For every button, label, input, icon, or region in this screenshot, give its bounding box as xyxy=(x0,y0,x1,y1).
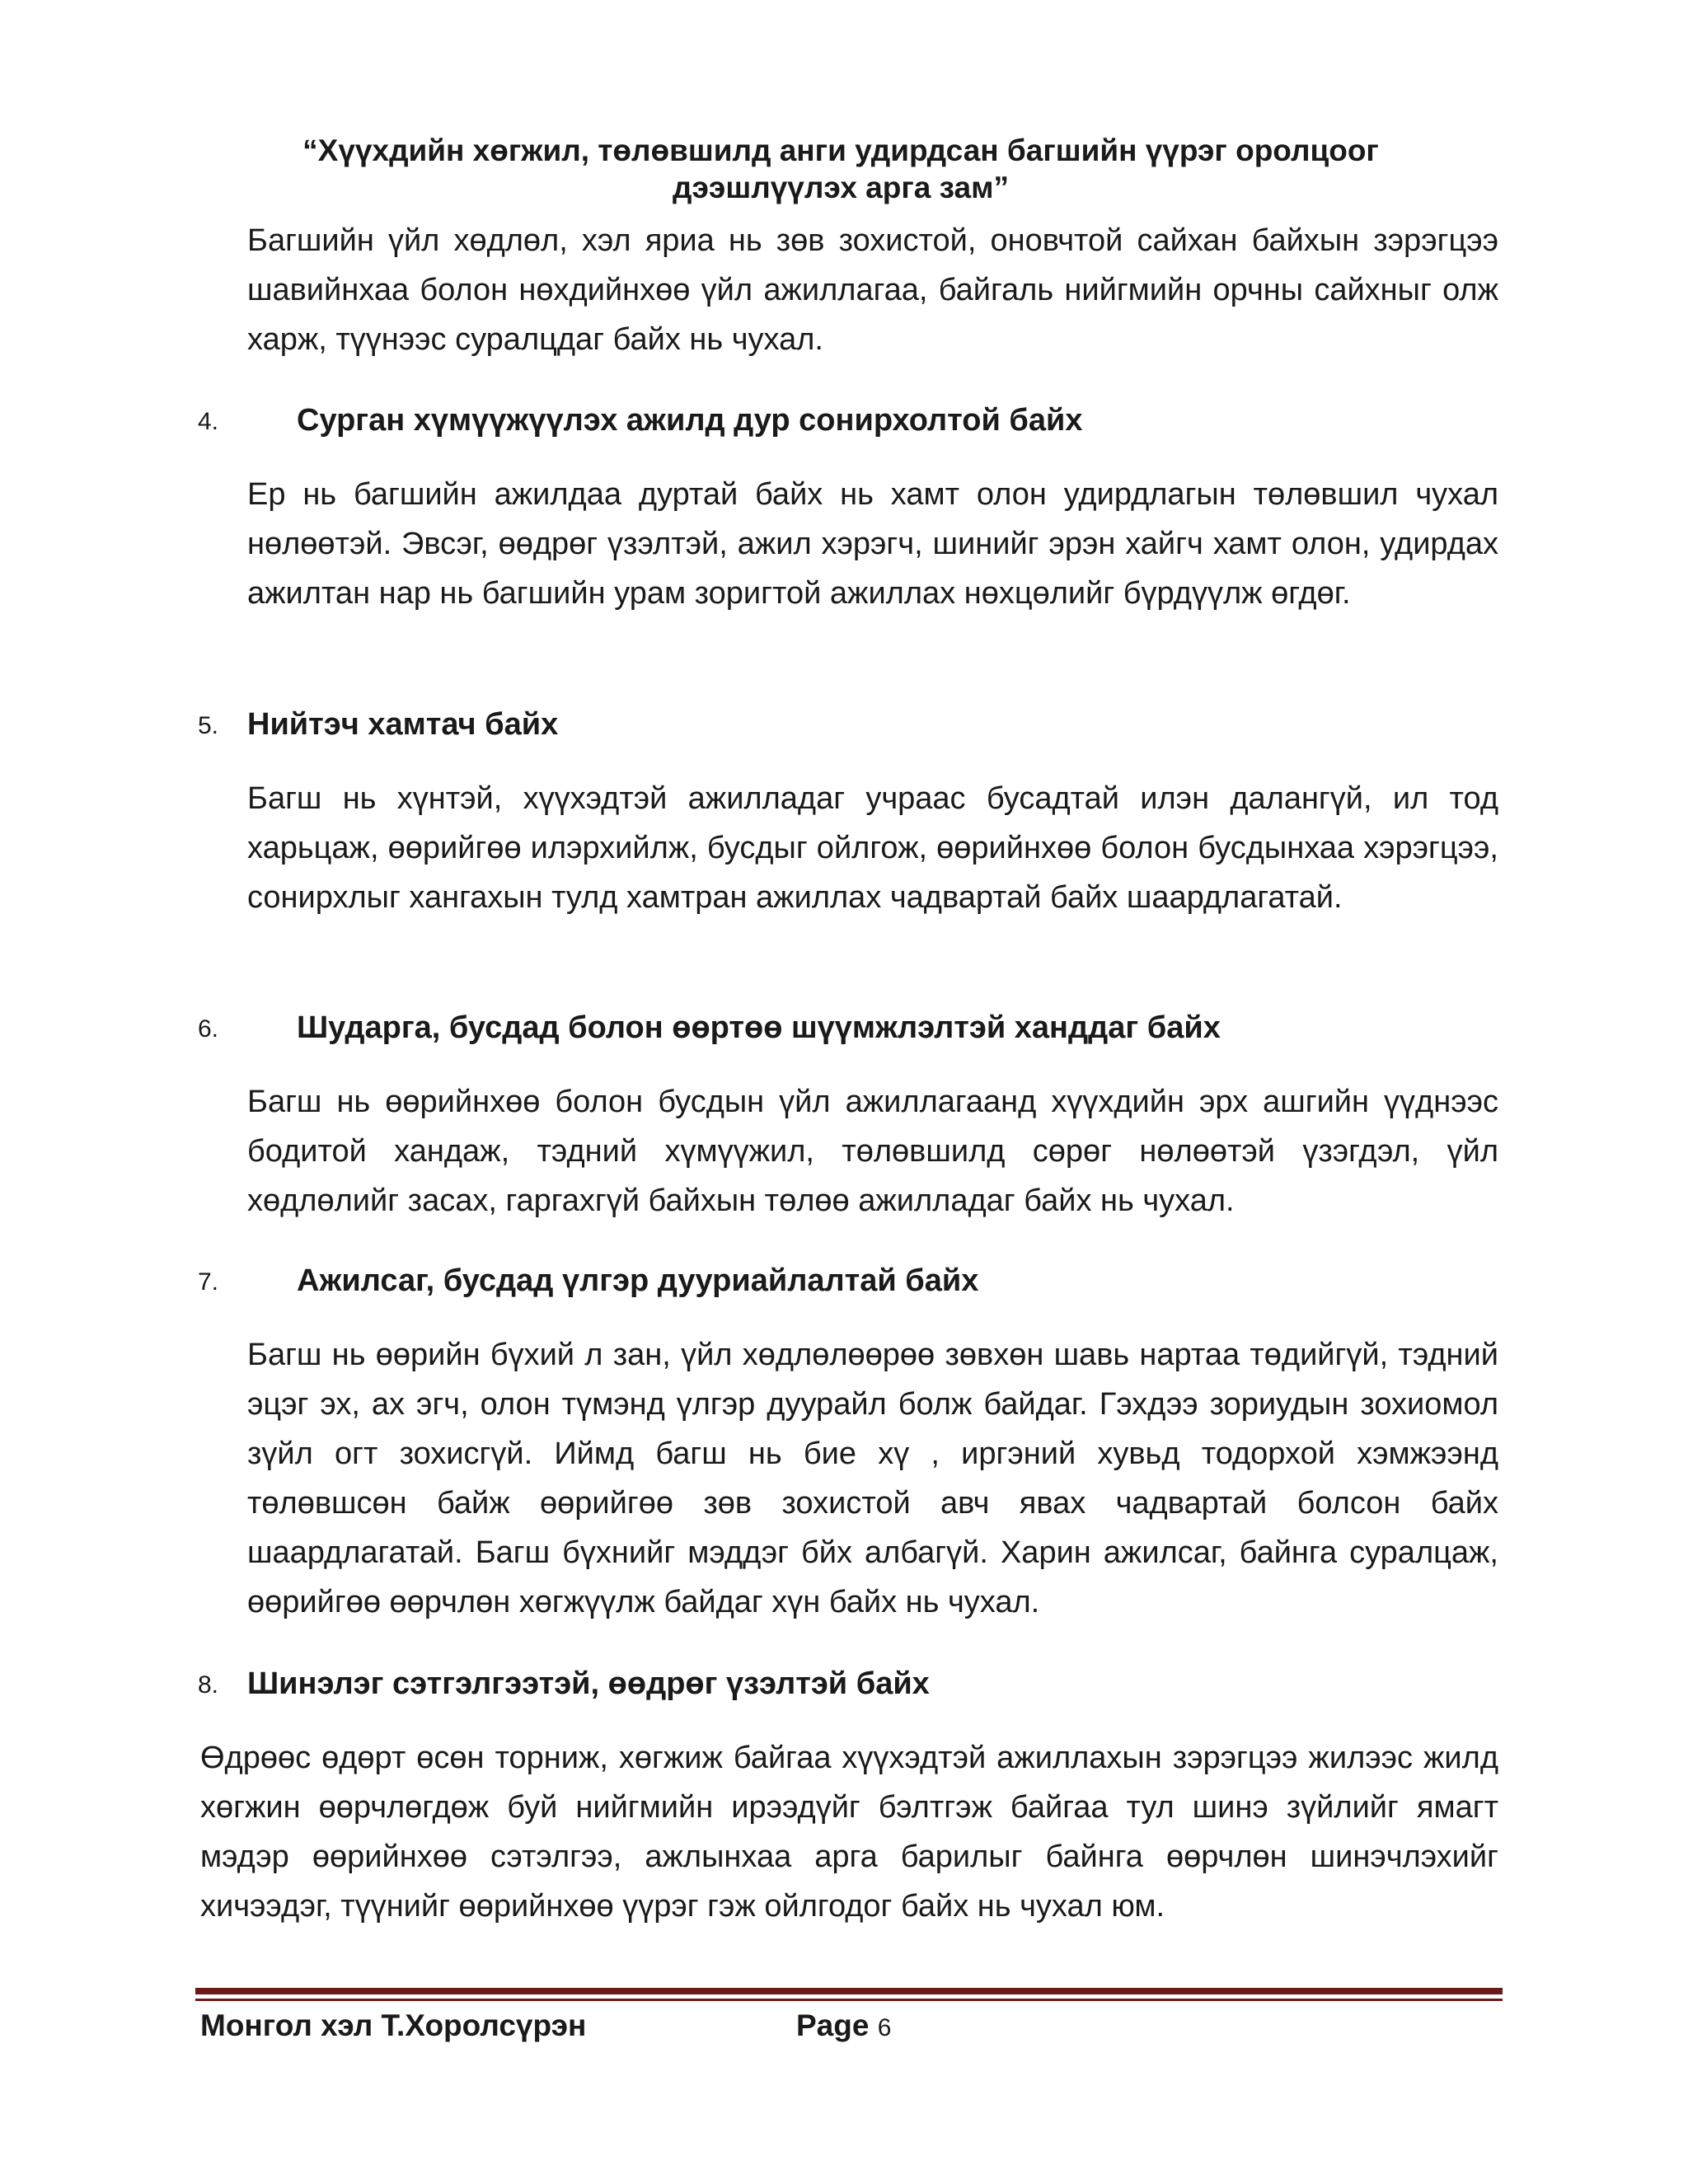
section-4-paragraph: Ер нь багшийн ажилдаа дуртай байх нь хамт олон удирдлагын төлөвшил чухал нөлөөтэй. Эвсэг, өөдрөг үзэлтэй, ажил хэрэгч, шинийг эрэн хайгч хамт олон, удирдах ажилтан нар нь багшийн урам зоригтой ажиллах нөхцөлийг бүрдүүлж өгдөг. xyxy=(247,477,1498,611)
footer-page xyxy=(796,2008,891,2043)
section-6-heading: Шударга, бусдад болон өөртөө шүүмжлэлтэй ханддаг байх xyxy=(297,1010,1221,1045)
section-8-heading: Шинэлэг сэтгэлгээтэй, өөдрөг үзэлтэй байх xyxy=(247,1666,930,1701)
title-line-1: “Хүүхдийн хөгжил, төлөвшилд анги удирдсан багшийн үүрэг оролцоог xyxy=(302,134,1379,167)
footer-page-number: 6 xyxy=(877,2014,892,2041)
section-4-heading: Сурган хүмүүжүүлэх ажилд дур сонирхолтой байх xyxy=(297,403,1083,438)
intro-paragraph: Багшийн үйл хөдлөл, хэл яриа нь зөв зохистой, оновчтой сайхан байхын зэрэгцээ шавийнхаа болон нөхдийнхөө үйл ажиллагаа, байгаль нийгмийн орчны сайхныг олж харж, түүнээс суралцдаг байх нь чухал. xyxy=(247,223,1498,357)
title-line-2: дээшлүүлэх арга зам” xyxy=(673,171,1009,204)
section-5-paragraph: Багш нь хүнтэй, хүүхэдтэй ажилладаг учраас бусадтай илэн далангүй, ил тод харьцаж, өөрийгөө илэрхийлж, бусдыг ойлгож, өөрийнхөө болон бусдынхаа хэрэгцээ, сонирхлыг хангахын тулд хамтран ажиллах чадвартай байх шаардлагатай. xyxy=(247,781,1498,915)
document-title xyxy=(198,132,1484,206)
section-8-paragraph: Өдрөөс өдөрт өсөн торниж, хөгжиж байгаа хүүхэдтэй ажиллахын зэрэгцээ жилээс жилд хөгжин өөрчлөгдөж буй нийгмийн ирээдүйг бэлтгэж байгаа тул шинэ зүйлийг ямагт мэдэр өөрийнхөө сэтэлгээ, ажлынхаа арга барилыг байнга өөрчлөн шинэчлэхийг хичээдэг, түүнийг өөрийнхөө үүрэг гэж ойлгодог байх нь чухал юм. xyxy=(200,1741,1498,1924)
footer-rule-thick xyxy=(195,1988,1503,1994)
section-5-heading: Нийтэч хамтач байх xyxy=(247,707,559,742)
footer-rule-thin xyxy=(195,1999,1503,2001)
section-5-number: 5. xyxy=(198,712,219,739)
section-7-heading: Ажилсаг, бусдад үлгэр дууриайлалтай байх xyxy=(297,1263,979,1298)
section-6-paragraph: Багш нь өөрийнхөө болон бусдын үйл ажиллагаанд хүүхдийн эрх ашгийн үүднээс бодитой хандаж, тэдний хүмүүжил, төлөвшилд сөрөг нөлөөтэй үзэгдэл, үйл хөдлөлийг засах, гаргахгүй байхын төлөө ажилладаг байх нь чухал. xyxy=(247,1085,1498,1218)
section-4-number: 4. xyxy=(198,408,219,435)
section-8-number: 8. xyxy=(198,1671,219,1699)
footer-page-label: Page xyxy=(796,2008,870,2042)
section-7-number: 7. xyxy=(198,1268,219,1296)
section-6-number: 6. xyxy=(198,1015,219,1043)
section-7-paragraph: Багш нь өөрийн бүхий л зан, үйл хөдлөлөөрөө зөвхөн шавь нартаа төдийгүй, тэдний эцэг эх, ах эгч, олон түмэнд үлгэр дуурайл болж байдаг. Гэхдээ зориудын зохиомол зүйл огт зохисгүй. Иймд багш нь бие хү , иргэний хувьд тодорхой хэмжээнд төлөвшсөн байж өөрийгөө зөв зохистой авч явах чадвартай болсон байх шаардлагатай. Багш бүхнийг мэддэг бйх албагүй. Харин ажилсаг, байнга суралцаж, өөрийгөө өөрчлөн хөгжүүлж байдаг хүн байх нь чухал. xyxy=(247,1338,1498,1619)
footer-author: Монгол хэл Т.Хоролсүрэн xyxy=(200,2008,587,2042)
